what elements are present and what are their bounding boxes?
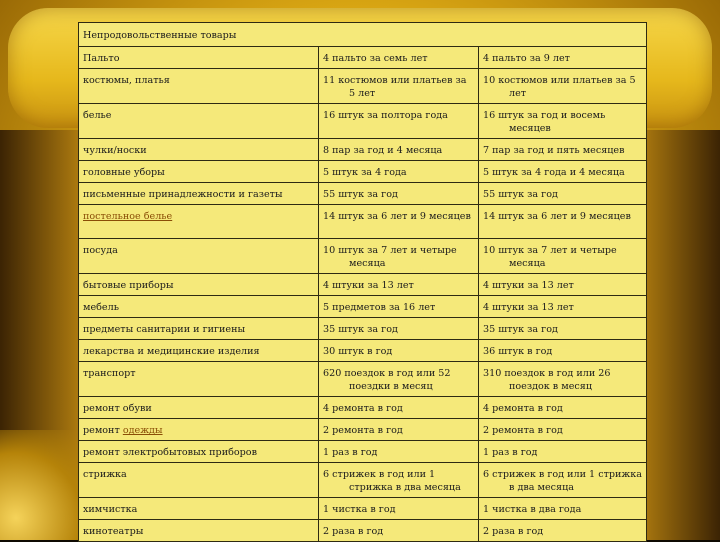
norm2-text: 310 поездок в год или 26 поездок в месяц bbox=[483, 368, 611, 392]
norm1-cell: 55 штук за год bbox=[319, 183, 479, 205]
norm2-cell: 35 штук за год bbox=[479, 318, 647, 340]
table-row bbox=[79, 69, 647, 104]
norm1-text: 14 штук за 6 лет и 9 месяцев bbox=[323, 211, 471, 222]
table-title: Непродовольственные товары bbox=[79, 23, 647, 47]
norm2-cell bbox=[479, 104, 647, 139]
consumer-basket-table-container bbox=[78, 22, 646, 542]
norm1-cell: 30 штук в год bbox=[319, 340, 479, 362]
norm1-text: 10 штук за 7 лет и четыре месяца bbox=[323, 245, 457, 269]
item-cell bbox=[79, 205, 319, 239]
norm1-text: 620 поездок в год или 52 поездки в месяц bbox=[323, 368, 451, 392]
table-row bbox=[79, 397, 647, 419]
norm2-cell: 5 штук за 4 года и 4 месяца bbox=[479, 161, 647, 183]
item-cell: костюмы, платья bbox=[79, 69, 319, 104]
norm2-cell: 36 штук в год bbox=[479, 340, 647, 362]
norm2-cell: 55 штук за год bbox=[479, 183, 647, 205]
table-row bbox=[79, 340, 647, 362]
item-link[interactable]: постельное белье bbox=[83, 211, 173, 222]
norm2-cell: 2 раза в год bbox=[479, 520, 647, 542]
norm1-cell bbox=[319, 239, 479, 274]
norm1-cell: 16 штук за полтора года bbox=[319, 104, 479, 139]
norm2-cell: 7 пар за год и пять месяцев bbox=[479, 139, 647, 161]
norm1-cell: 4 пальто за семь лет bbox=[319, 47, 479, 69]
table-row bbox=[79, 362, 647, 397]
item-cell: стрижка bbox=[79, 463, 319, 498]
background-corner-glow bbox=[0, 430, 80, 540]
item-prefix: ремонт bbox=[83, 425, 120, 436]
norm2-cell: 2 ремонта в год bbox=[479, 419, 647, 441]
norm1-cell bbox=[319, 463, 479, 498]
table-row bbox=[79, 104, 647, 139]
table-row bbox=[79, 498, 647, 520]
item-link[interactable]: одежды bbox=[122, 425, 163, 436]
norm2-text: 10 костюмов или платьев за 5 лет bbox=[483, 75, 636, 99]
norm2-cell: 1 раз в год bbox=[479, 441, 647, 463]
norm1-cell: 8 пар за год и 4 месяца bbox=[319, 139, 479, 161]
table-row bbox=[79, 520, 647, 542]
table-row bbox=[79, 441, 647, 463]
table-row bbox=[79, 463, 647, 498]
item-cell: лекарства и медицинские изделия bbox=[79, 340, 319, 362]
norm2-cell: 4 штуки за 13 лет bbox=[479, 296, 647, 318]
norm1-cell: 1 раз в год bbox=[319, 441, 479, 463]
table-row bbox=[79, 419, 647, 441]
norm1-cell: 2 раза в год bbox=[319, 520, 479, 542]
item-cell: химчистка bbox=[79, 498, 319, 520]
norm2-cell bbox=[479, 463, 647, 498]
table-row bbox=[79, 318, 647, 340]
item-cell: письменные принадлежности и газеты bbox=[79, 183, 319, 205]
item-cell bbox=[79, 419, 319, 441]
item-cell: предметы санитарии и гигиены bbox=[79, 318, 319, 340]
norm2-cell: 14 штук за 6 лет и 9 месяцев bbox=[479, 205, 647, 239]
table-row bbox=[79, 139, 647, 161]
table-row bbox=[79, 205, 647, 239]
norm1-cell bbox=[319, 205, 479, 239]
item-cell: бытовые приборы bbox=[79, 274, 319, 296]
item-cell: ремонт электробытовых приборов bbox=[79, 441, 319, 463]
consumer-basket-table bbox=[78, 22, 647, 542]
norm2-cell: 1 чистка в два года bbox=[479, 498, 647, 520]
norm1-cell: 2 ремонта в год bbox=[319, 419, 479, 441]
item-cell: ремонт обуви bbox=[79, 397, 319, 419]
table-row bbox=[79, 161, 647, 183]
norm2-cell bbox=[479, 239, 647, 274]
norm2-text: 6 стрижек в год или 1 стрижка в два месяца bbox=[483, 469, 642, 493]
norm2-cell: 4 пальто за 9 лет bbox=[479, 47, 647, 69]
item-cell: транспорт bbox=[79, 362, 319, 397]
item-cell: белье bbox=[79, 104, 319, 139]
item-cell: чулки/носки bbox=[79, 139, 319, 161]
item-cell: мебель bbox=[79, 296, 319, 318]
norm2-cell: 4 ремонта в год bbox=[479, 397, 647, 419]
norm2-text: 10 штук за 7 лет и четыре месяца bbox=[483, 245, 617, 269]
norm2-cell bbox=[479, 362, 647, 397]
norm1-cell bbox=[319, 362, 479, 397]
table-row bbox=[79, 183, 647, 205]
norm2-cell bbox=[479, 69, 647, 104]
norm1-cell: 1 чистка в год bbox=[319, 498, 479, 520]
norm2-text: 16 штук за год и восемь месяцев bbox=[483, 110, 606, 134]
item-cell: посуда bbox=[79, 239, 319, 274]
norm2-cell: 4 штуки за 13 лет bbox=[479, 274, 647, 296]
norm1-cell: 4 штуки за 13 лет bbox=[319, 274, 479, 296]
norm1-cell: 35 штук за год bbox=[319, 318, 479, 340]
norm1-cell: 5 предметов за 16 лет bbox=[319, 296, 479, 318]
norm1-cell bbox=[319, 69, 479, 104]
table-row bbox=[79, 296, 647, 318]
item-cell: кинотеатры bbox=[79, 520, 319, 542]
table-row bbox=[79, 274, 647, 296]
item-cell: Пальто bbox=[79, 47, 319, 69]
table-row bbox=[79, 239, 647, 274]
norm1-cell: 5 штук за 4 года bbox=[319, 161, 479, 183]
norm1-text: 11 костюмов или платьев за 5 лет bbox=[323, 75, 467, 99]
table-title-row bbox=[79, 23, 647, 47]
norm1-text: 6 стрижек в год или 1 стрижка в два месяца bbox=[323, 469, 461, 493]
item-cell: головные уборы bbox=[79, 161, 319, 183]
table-row bbox=[79, 47, 647, 69]
norm1-cell: 4 ремонта в год bbox=[319, 397, 479, 419]
